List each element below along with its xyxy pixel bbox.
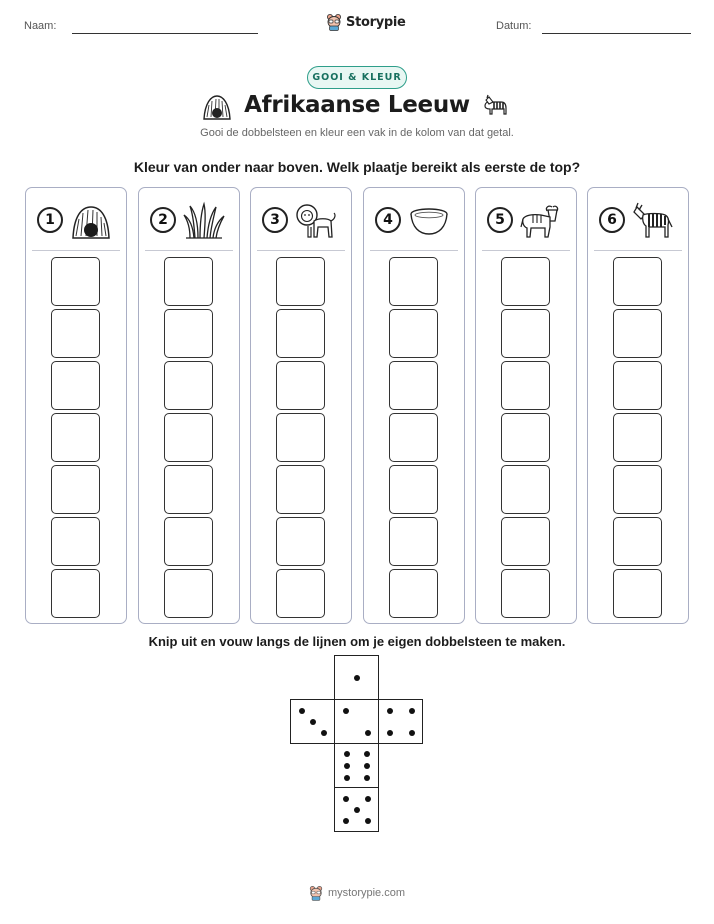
brand-name: Storypie — [346, 14, 406, 30]
color-box[interactable] — [389, 309, 438, 358]
color-box[interactable] — [51, 309, 100, 358]
color-box[interactable] — [389, 517, 438, 566]
column-divider — [145, 250, 233, 251]
color-box[interactable] — [51, 257, 100, 306]
page-title: Afrikaanse Leeuw — [244, 92, 470, 118]
dice-net[interactable] — [290, 655, 426, 836]
footer-url[interactable]: mystorypie.com — [327, 887, 406, 899]
column-2 — [138, 187, 240, 624]
color-box[interactable] — [389, 465, 438, 514]
column-4 — [363, 187, 465, 624]
color-box[interactable] — [613, 309, 662, 358]
color-box[interactable] — [51, 465, 100, 514]
date-line[interactable] — [542, 33, 691, 34]
column-number: 4 — [375, 207, 401, 233]
color-box[interactable] — [389, 569, 438, 618]
zebra-icon — [481, 92, 511, 122]
color-box[interactable] — [164, 517, 213, 566]
water-bowl-icon — [407, 201, 451, 241]
lion-icon — [294, 201, 338, 241]
color-box[interactable] — [276, 517, 325, 566]
dice-face-5 — [334, 787, 379, 832]
column-divider — [370, 250, 458, 251]
color-box[interactable] — [501, 517, 550, 566]
column-3 — [250, 187, 352, 624]
color-box[interactable] — [276, 465, 325, 514]
color-box[interactable] — [164, 309, 213, 358]
color-box[interactable] — [164, 569, 213, 618]
color-box[interactable] — [501, 465, 550, 514]
lion-den-icon — [69, 201, 113, 241]
color-box[interactable] — [501, 413, 550, 462]
grass-tuft-icon — [182, 201, 226, 241]
column-divider — [257, 250, 345, 251]
color-box[interactable] — [276, 569, 325, 618]
column-number: 1 — [37, 207, 63, 233]
instruction: Kleur van onder naar boven. Welk plaatje bereikt als eerste de top? — [133, 159, 581, 175]
dice-face-1 — [334, 655, 379, 700]
color-box[interactable] — [501, 361, 550, 410]
color-box[interactable] — [613, 413, 662, 462]
column-number: 3 — [262, 207, 288, 233]
column-divider — [594, 250, 682, 251]
footer — [0, 885, 714, 901]
column-divider — [32, 250, 120, 251]
color-box[interactable] — [51, 517, 100, 566]
color-box[interactable] — [276, 309, 325, 358]
color-box[interactable] — [613, 465, 662, 514]
name-line[interactable] — [72, 33, 258, 34]
zebra-icon — [631, 201, 675, 241]
lion-den-icon — [202, 93, 232, 121]
color-box[interactable] — [501, 257, 550, 306]
dice-face-6 — [334, 743, 379, 788]
color-box[interactable] — [164, 257, 213, 306]
color-box[interactable] — [613, 517, 662, 566]
column-divider — [482, 250, 570, 251]
dice-face-4 — [378, 699, 423, 744]
color-box[interactable] — [389, 361, 438, 410]
color-box[interactable] — [164, 465, 213, 514]
color-box[interactable] — [501, 309, 550, 358]
color-box[interactable] — [613, 361, 662, 410]
color-box[interactable] — [276, 257, 325, 306]
column-6 — [587, 187, 689, 624]
column-number: 2 — [150, 207, 176, 233]
name-label: Naam: — [24, 20, 57, 32]
storypie-mascot-icon — [309, 885, 323, 901]
subtitle: Gooi de dobbelsteen en kleur een vak in de kolom van dat getal. — [200, 127, 514, 139]
color-box[interactable] — [389, 413, 438, 462]
column-number: 6 — [599, 207, 625, 233]
color-box[interactable] — [164, 361, 213, 410]
color-box[interactable] — [501, 569, 550, 618]
dice-face-2 — [334, 699, 379, 744]
color-box[interactable] — [51, 569, 100, 618]
color-box[interactable] — [164, 413, 213, 462]
color-box[interactable] — [276, 361, 325, 410]
dice-face-3 — [290, 699, 335, 744]
color-box[interactable] — [613, 569, 662, 618]
color-box[interactable] — [613, 257, 662, 306]
color-box[interactable] — [389, 257, 438, 306]
column-number: 5 — [487, 207, 513, 233]
cut-instruction: Knip uit en vouw langs de lijnen om je eigen dobbelsteen te maken. — [148, 634, 566, 649]
brand-logo — [326, 13, 406, 31]
color-box[interactable] — [51, 361, 100, 410]
color-box[interactable] — [276, 413, 325, 462]
color-box[interactable] — [51, 413, 100, 462]
activity-badge: GOOI & KLEUR — [307, 66, 407, 89]
column-1 — [25, 187, 127, 624]
column-5 — [475, 187, 577, 624]
storypie-mascot-icon — [326, 13, 342, 31]
date-label: Datum: — [496, 20, 532, 32]
wildebeest-icon — [519, 201, 563, 241]
